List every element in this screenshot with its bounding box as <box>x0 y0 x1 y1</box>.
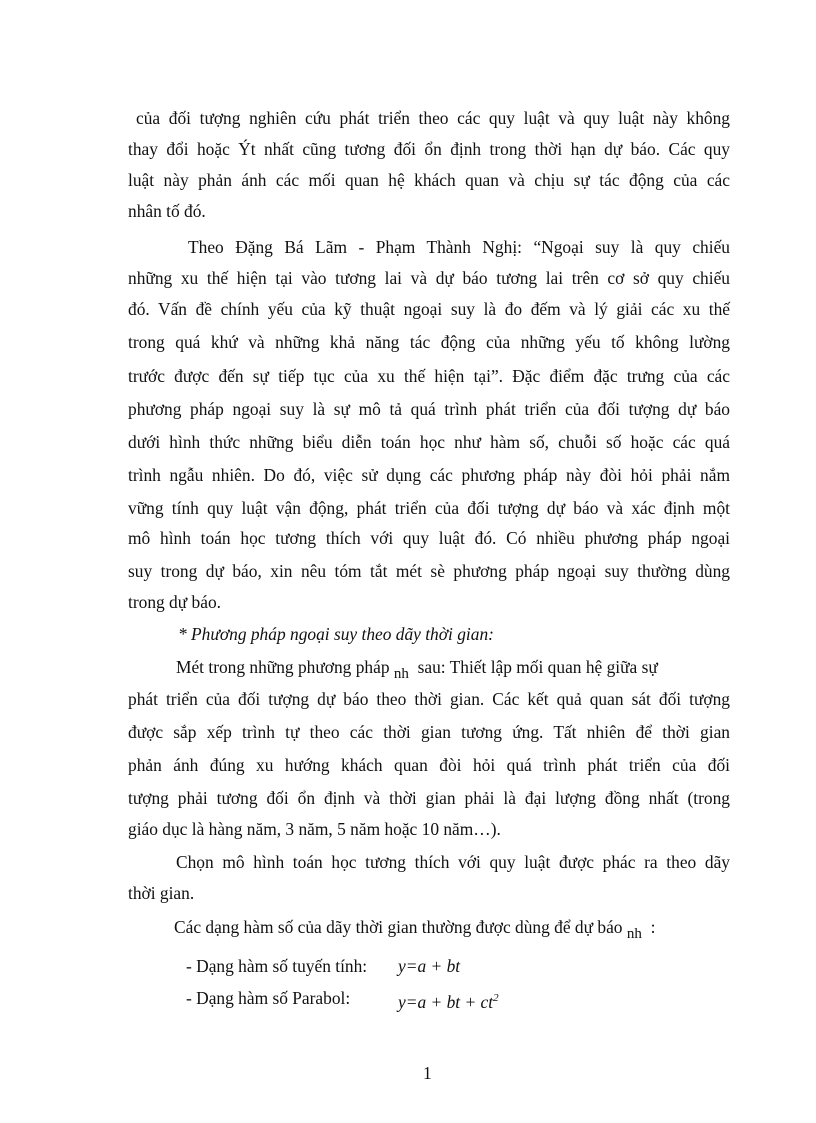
text-line: Các dạng hàm số của dãy thời gian thường được dùng để dự báo nh : <box>174 917 656 942</box>
page-number: 1 <box>423 1063 432 1083</box>
text-line: phương pháp ngoại suy là sự mô tả quá trình phát triển của đối tượng dự báo <box>128 399 730 419</box>
text-line: của đối tượng nghiên cứu phát triển theo các quy luật và quy luật này không <box>136 108 730 128</box>
linear-formula: y=a + bt <box>398 956 461 976</box>
text-line: thời gian. <box>128 883 195 903</box>
text-line: Mét trong những phương pháp nh sau: Thiết lập mối quan hệ giữa sự <box>176 657 658 682</box>
text-line: vững tính quy luật vận động, phát triển của đối tượng dự báo và xác định một <box>128 498 730 518</box>
text-line: đó. Vấn đề chính yếu của kỹ thuật ngoại suy là đo đếm và lý giải các xu thế <box>128 299 730 319</box>
text-line: trước được đến sự tiếp tục của xu thế hiện tại”. Đặc điểm đặc trưng của các <box>128 366 730 386</box>
text-line: tượng phải tương đối ổn định và thời gian phải là đại lượng đồng nhất (trong <box>128 788 730 808</box>
section-heading: * Phương pháp ngoại suy theo dãy thời gian: <box>178 624 494 644</box>
text-line: trong dự báo. <box>128 592 221 612</box>
text-line: dưới hình thức những biểu diễn toán học như hàm số, chuỗi số hoặc các quá <box>128 432 730 452</box>
formula-line-parabol: - Dạng hàm số Parabol: <box>186 988 351 1008</box>
text-line: được sắp xếp trình tự theo các thời gian tương ứng. Tất nhiên để thời gian <box>128 722 730 742</box>
text-line: mô hình toán học tương thích với quy luật đó. Có nhiều phương pháp ngoại <box>128 528 730 548</box>
text-line: phản ánh đúng xu hướng khách quan đòi hỏi quá trình phát triển của đối <box>128 755 730 775</box>
text-line: Theo Đặng Bá Lãm - Phạm Thành Nghị: “Ngoại suy là quy chiếu <box>188 237 730 257</box>
text-line: trình ngẫu nhiên. Do đó, việc sử dụng các phương pháp này đòi hỏi phải nắm <box>128 465 730 485</box>
text-line: trong quá khứ và những khả năng tác động của những yếu tố không lường <box>128 332 730 352</box>
text-line: thay đổi hoặc Ýt nhất cũng tương đối ổn định trong thời hạn dự báo. Các quy <box>128 139 730 159</box>
text-line: suy trong dự báo, xin nêu tóm tắt mét sè phương pháp ngoại suy thường dùng <box>128 561 730 581</box>
text-line: Chọn mô hình toán học tương thích với quy luật được phác ra theo dãy <box>176 852 730 872</box>
text-line: luật này phản ánh các mối quan hệ khách quan và chịu sự tác động của các <box>128 170 730 190</box>
parabol-formula: y=a + bt + $ct^2$ <box>398 991 499 1012</box>
text-line: nhân tố đó. <box>128 201 206 221</box>
text-line: phát triển của đối tượng dự báo theo thời gian. Các kết quả quan sát đối tượng <box>128 689 730 709</box>
text-line: những xu thế hiện tại vào tương lai và dự báo tương lai trên cơ sở quy chiếu <box>128 268 730 288</box>
formula-line-linear: - Dạng hàm số tuyến tính: <box>186 956 368 976</box>
text-line: giáo dục là hàng năm, 3 năm, 5 năm hoặc 10 năm…). <box>128 819 501 839</box>
